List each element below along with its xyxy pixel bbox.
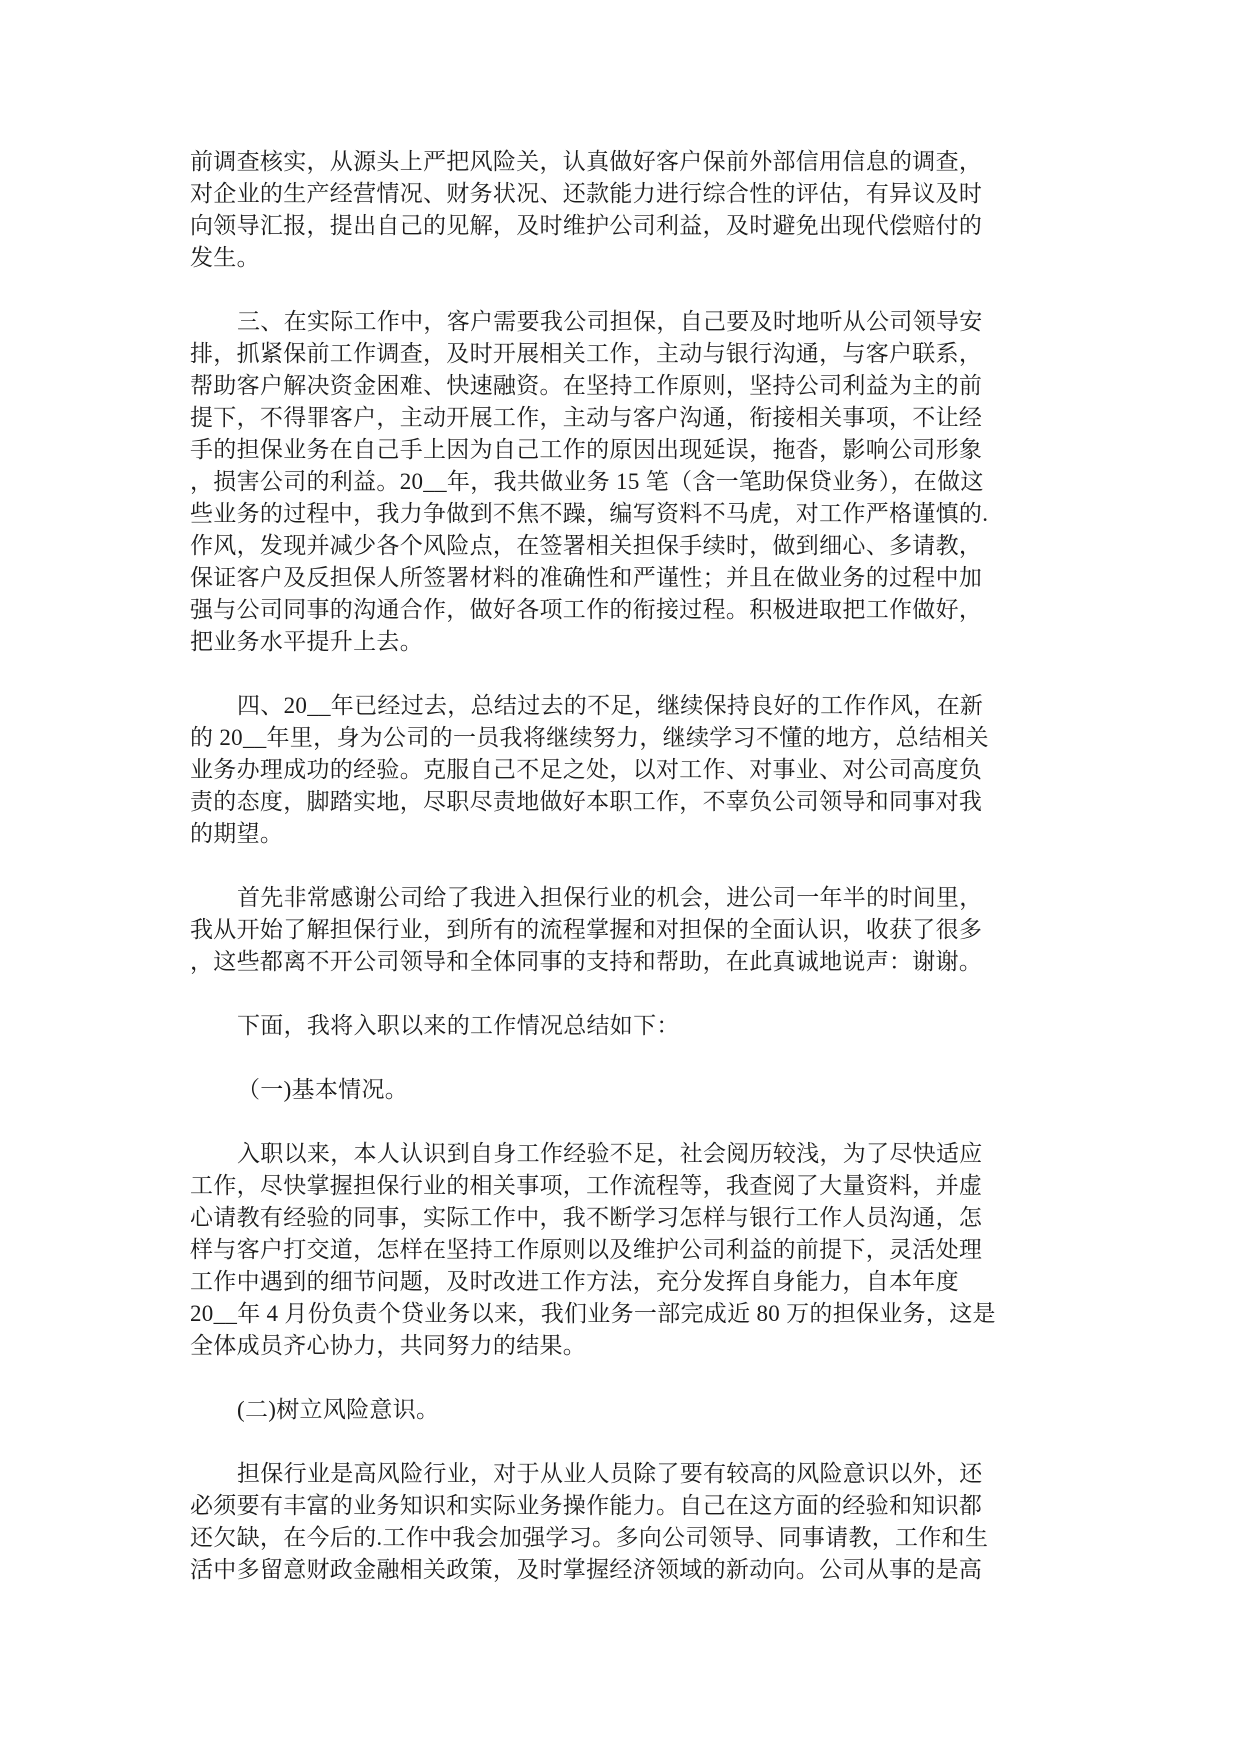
text-line: 前调查核实，从源头上严把风险关，认真做好客户保前外部信用信息的调查，: [190, 149, 983, 174]
text-line: 入职以来，本人认识到自身工作经验不足，社会阅历较浅，为了尽快适应: [237, 1141, 983, 1166]
text-line: 排，抓紧保前工作调查，及时开展相关工作，主动与银行沟通，与客户联系，: [190, 341, 983, 366]
text-line: 些业务的过程中，我力争做到不焦不躁，编写资料不马虎，对工作严格谨慎的.: [190, 501, 989, 526]
text-line: 心请教有经验的同事，实际工作中，我不断学习怎样与银行工作人员沟通，怎: [190, 1205, 983, 1230]
paragraph: [190, 306, 1042, 658]
paragraph: [190, 690, 1042, 850]
text-line: 20__年 4 月份负责个贷业务以来，我们业务一部完成近 80 万的担保业务，这是: [190, 1301, 996, 1326]
paragraph: [190, 146, 1042, 274]
text-line: 首先非常感谢公司给了我进入担保行业的机会，进公司一年半的时间里，: [237, 885, 983, 910]
paragraph: [190, 1458, 1042, 1586]
text-line: 我从开始了解担保行业，到所有的流程掌握和对担保的全面认识，收获了很多: [190, 917, 983, 942]
text-line: 作风，发现并减少各个风险点，在签署相关担保手续时，做到细心、多请教，: [190, 533, 983, 558]
text-line: 的期望。: [190, 821, 284, 846]
document-body: [190, 146, 1042, 1586]
paragraph: [190, 1074, 1042, 1106]
text-line: 活中多留意财政金融相关政策，及时掌握经济领域的新动向。公司从事的是高: [190, 1557, 983, 1582]
text-line: ，这些都离不开公司领导和全体同事的支持和帮助，在此真诚地说声：谢谢。: [190, 949, 983, 974]
text-line: 对企业的生产经营情况、财务状况、还款能力进行综合性的评估，有异议及时: [190, 181, 983, 206]
text-line: 手的担保业务在自己手上因为自己工作的原因出现延误，拖沓，影响公司形象: [190, 437, 983, 462]
text-line: 业务办理成功的经验。克服自己不足之处，以对工作、对事业、对公司高度负: [190, 757, 983, 782]
text-line: 还欠缺，在今后的.工作中我会加强学习。多向公司领导、同事请教，工作和生: [190, 1525, 989, 1550]
text-line: (二)树立风险意识。: [237, 1397, 440, 1422]
paragraph: [190, 1394, 1042, 1426]
text-line: 提下，不得罪客户，主动开展工作，主动与客户沟通，衔接相关事项，不让经: [190, 405, 983, 430]
text-line: 担保行业是高风险行业，对于从业人员除了要有较高的风险意识以外，还: [237, 1461, 983, 1486]
paragraph: [190, 882, 1042, 978]
text-line: 的 20__年里，身为公司的一员我将继续努力，继续学习不懂的地方，总结相关: [190, 725, 989, 750]
text-line: 样与客户打交道，怎样在坚持工作原则以及维护公司利益的前提下，灵活处理: [190, 1237, 983, 1262]
text-line: 把业务水平提升上去。: [190, 629, 423, 654]
text-line: 帮助客户解决资金困难、快速融资。在坚持工作原则，坚持公司利益为主的前: [190, 373, 983, 398]
text-line: 必须要有丰富的业务知识和实际业务操作能力。自己在这方面的经验和知识都: [190, 1493, 983, 1518]
text-line: 向领导汇报，提出自己的见解，及时维护公司利益，及时避免出现代偿赔付的: [190, 213, 983, 238]
text-line: 四、20__年已经过去，总结过去的不足，继续保持良好的工作作风，在新: [237, 693, 984, 718]
text-line: 发生。: [190, 245, 260, 270]
text-line: ，损害公司的利益。20__年，我共做业务 15 笔（含一笔助保贷业务），在做这: [190, 469, 984, 494]
text-line: 下面，我将入职以来的工作情况总结如下：: [237, 1013, 680, 1038]
paragraph: [190, 1138, 1042, 1362]
paragraph: [190, 1010, 1042, 1042]
text-line: 三、在实际工作中，客户需要我公司担保，自己要及时地听从公司领导安: [237, 309, 983, 334]
text-line: 全体成员齐心协力，共同努力的结果。: [190, 1333, 587, 1358]
text-line: 保证客户及反担保人所签署材料的准确性和严谨性；并且在做业务的过程中加: [190, 565, 983, 590]
text-line: 责的态度，脚踏实地，尽职尽责地做好本职工作，不辜负公司领导和同事对我: [190, 789, 983, 814]
text-line: 强与公司同事的沟通合作，做好各项工作的衔接过程。积极进取把工作做好，: [190, 597, 983, 622]
text-line: 工作，尽快掌握担保行业的相关事项，工作流程等，我查阅了大量资料，并虚: [190, 1173, 983, 1198]
text-line: 工作中遇到的细节问题，及时改进工作方法，充分发挥自身能力，自本年度: [190, 1269, 959, 1294]
text-line: （一)基本情况。: [237, 1077, 409, 1102]
